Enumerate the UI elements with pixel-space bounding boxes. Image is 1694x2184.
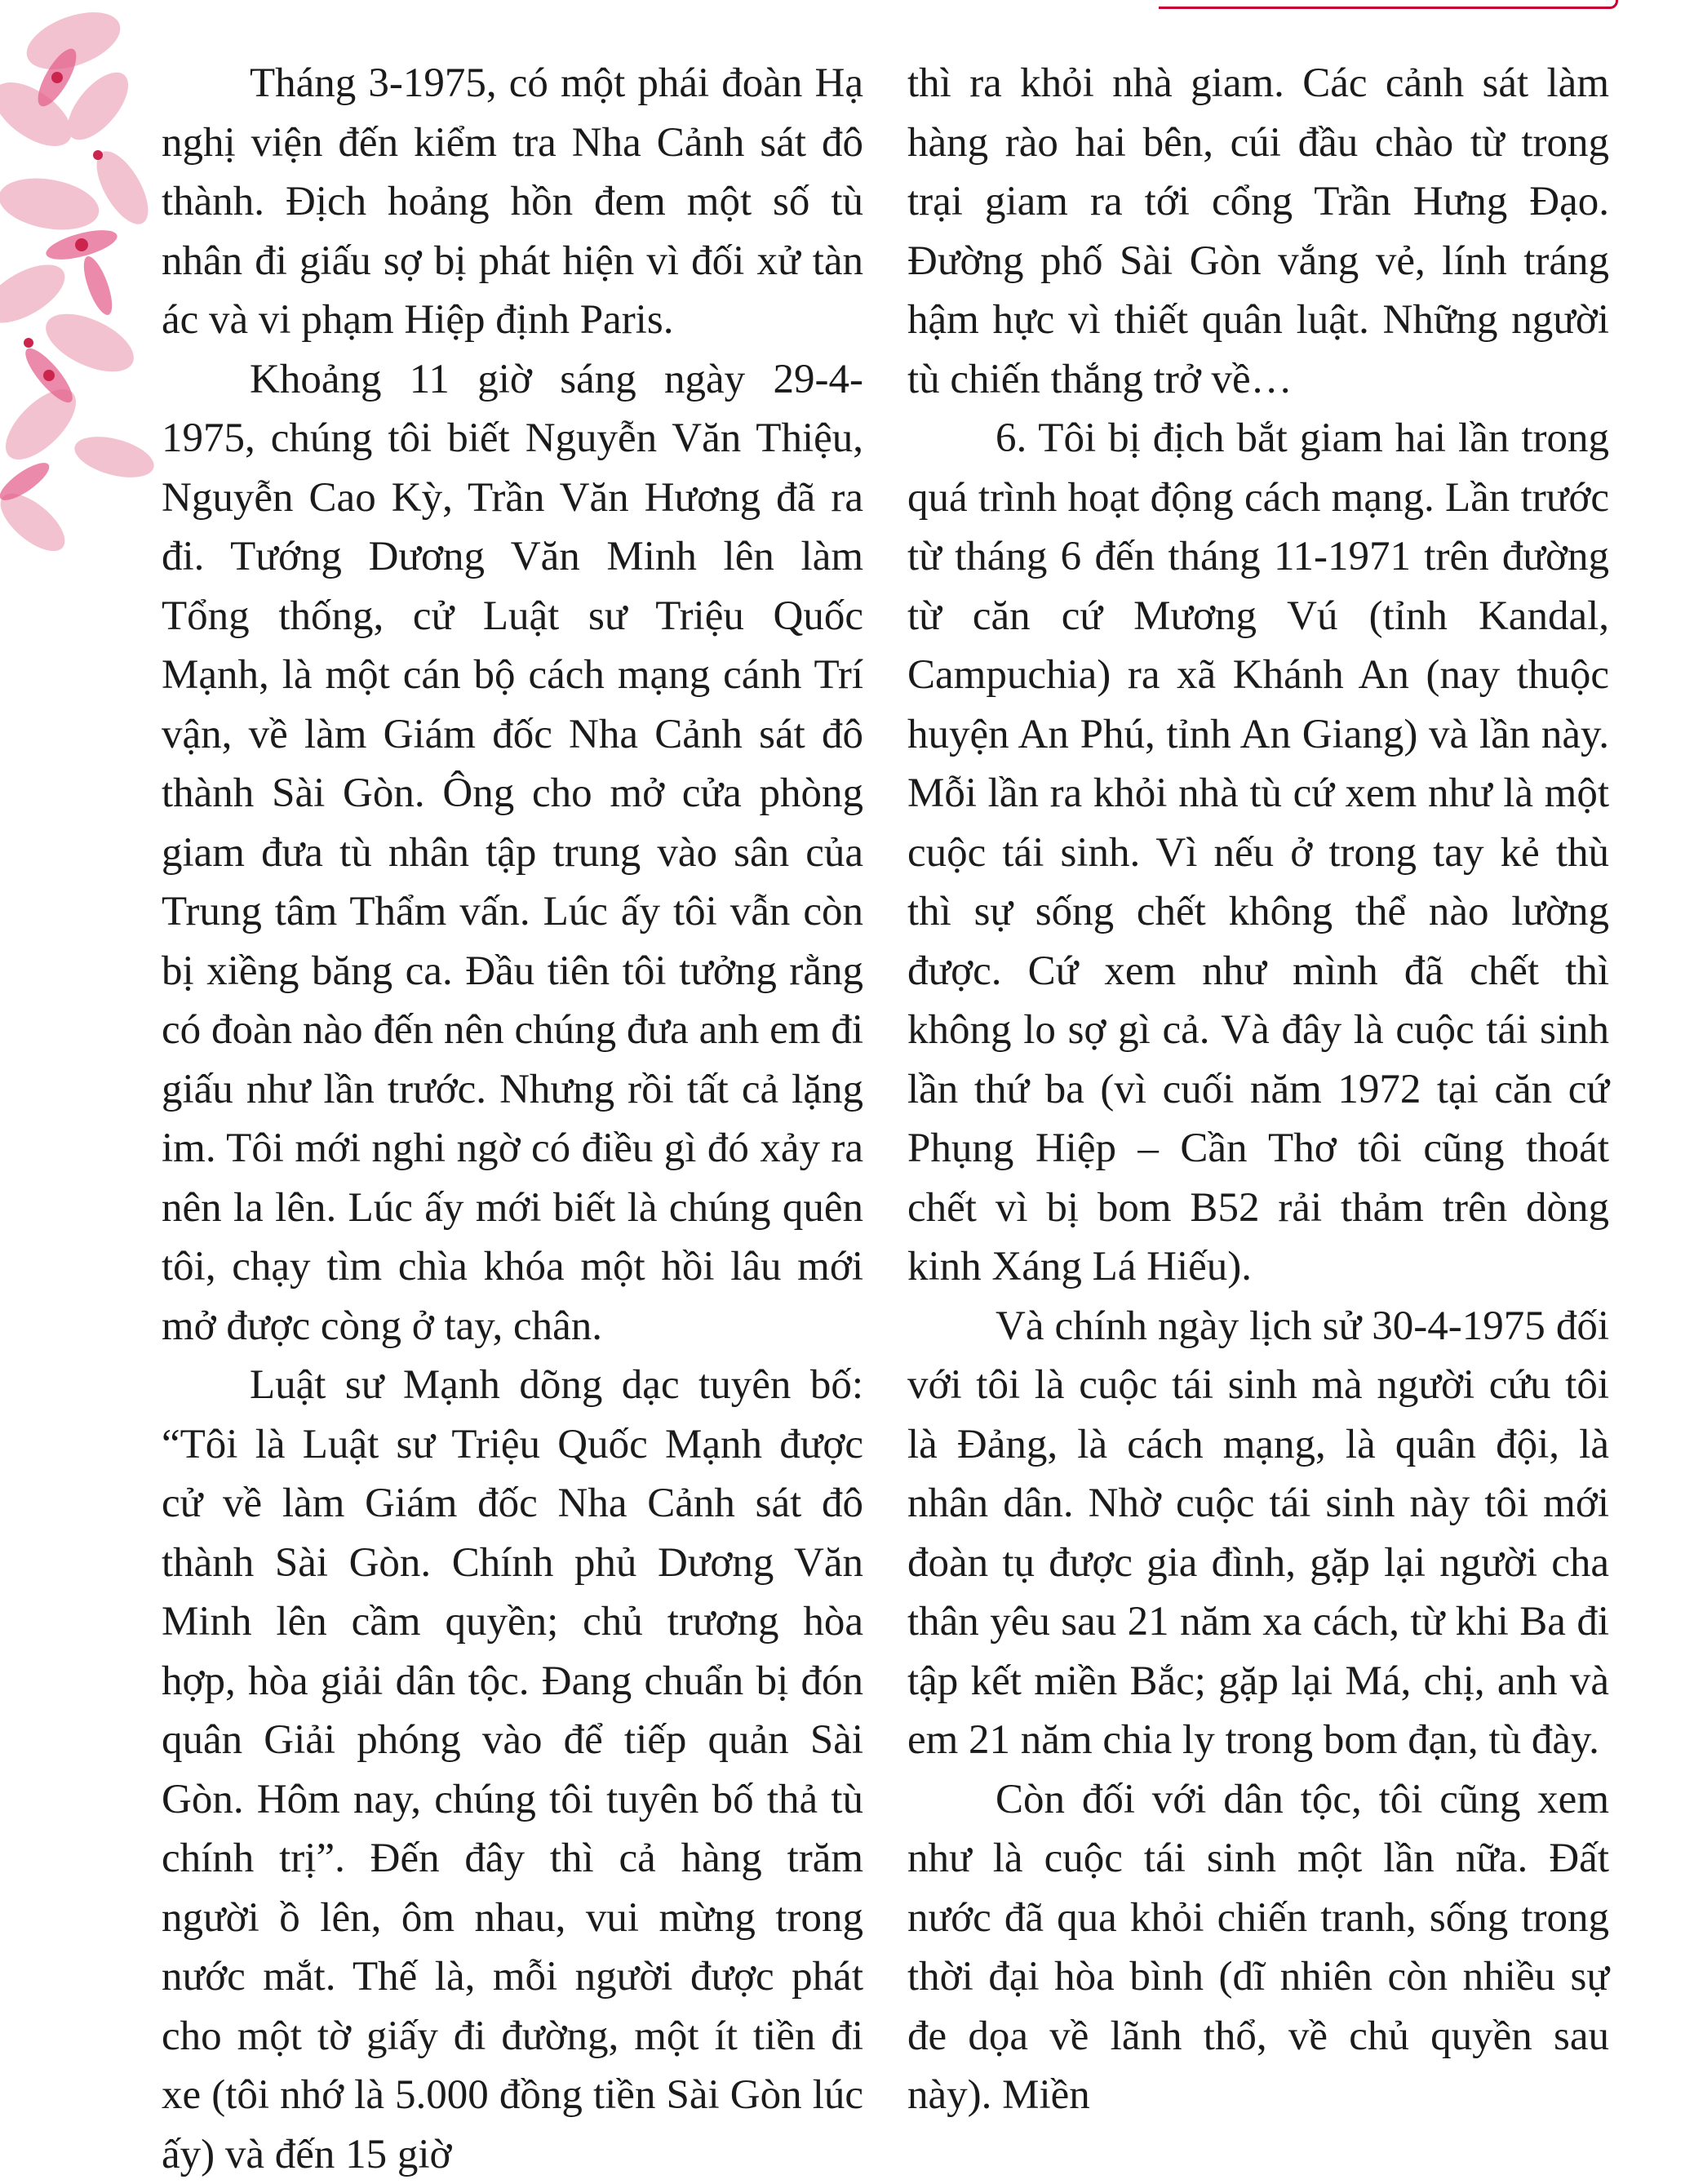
- paragraph: Tháng 3-1975, có một phái đoàn Hạ nghị viện đến kiểm tra Nha Cảnh sát đô thành. Địch hoảng hồn đem một số tù nhân đi giấu sợ bị phát hiện vì đối xử tàn ác và vi phạm Hiệp định Paris.: [162, 60, 863, 343]
- right-column: [907, 54, 1609, 2125]
- paragraph: Còn đối với dân tộc, tôi cũng xem như là cuộc tái sinh một lần nữa. Đất nước đã qua khỏi chiến tranh, sống trong thời đại hòa bình (dĩ nhiên còn nhiều sự đe dọa về lãnh thổ, về chủ quyền sau này). Miền: [907, 1776, 1609, 2118]
- left-column: [162, 54, 863, 2184]
- paragraph: Và chính ngày lịch sử 30-4-1975 đối với tôi là cuộc tái sinh mà người cứu tôi là Đảng, là cách mạng, là quân đội, là nhân dân. Nhờ cuộc tái sinh này tôi mới đoàn tụ được gia đình, gặp lại người cha thân yêu sau 21 năm xa cách, từ khi Ba đi tập kết miền Bắc; gặp lại Má, chị, anh và em 21 năm chia ly trong bom đạn, tù đày.: [907, 1303, 1609, 1763]
- paragraph: 6. Tôi bị địch bắt giam hai lần trong quá trình hoạt động cách mạng. Lần trước từ tháng 6 đến tháng 11-1971 trên đường từ căn cứ Mương Vú (tỉnh Kandal, Campuchia) ra xã Khánh An (nay thuộc huyện An Phú, tỉnh An Giang) và lần này. Mỗi lần ra khỏi nhà tù cứ xem như là một cuộc tái sinh. Vì nếu ở trong tay kẻ thù thì sự sống chết không thể nào lường được. Cứ xem như mình đã chết thì không lo sợ gì cả. Và đây là cuộc tái sinh lần thứ ba (vì cuối năm 1972 tại căn cứ Phụng Hiệp – Cần Thơ tôi cũng thoát chết vì bị bom B52 rải thảm trên dòng kinh Xáng Lá Hiếu).: [907, 415, 1609, 1290]
- paragraph-continued: thì ra khỏi nhà giam. Các cảnh sát làm hàng rào hai bên, cúi đầu chào từ trong trại giam ra tới cổng Trần Hưng Đạo. Đường phố Sài Gòn vắng vẻ, lính tráng hậm hực vì thiết quân luật. Những người tù chiến thắng trở về…: [907, 60, 1609, 402]
- paragraph: Luật sư Mạnh dõng dạc tuyên bố: “Tôi là Luật sư Triệu Quốc Mạnh được cử về làm Giám đốc Nha Cảnh sát đô thành Sài Gòn. Chính phủ Dương Văn Minh lên cầm quyền; chủ trương hòa hợp, hòa giải dân tộc. Đang chuẩn bị đón quân Giải phóng vào để tiếp quản Sài Gòn. Hôm nay, chúng tôi tuyên bố thả tù chính trị”. Đến đây thì cả hàng trăm người ồ lên, ôm nhau, vui mừng trong nước mắt. Thế là, mỗi người được phát cho một tờ giấy đi đường, một ít tiền đi xe (tôi nhớ là 5.000 đồng tiền Sài Gòn lúc ấy) và đến 15 giờ: [162, 1362, 863, 2177]
- top-decorative-rule: [1159, 0, 1618, 9]
- paragraph: Khoảng 11 giờ sáng ngày 29-4-1975, chúng tôi biết Nguyễn Văn Thiệu, Nguyễn Cao Kỳ, Trần Văn Hương đã ra đi. Tướng Dương Văn Minh lên làm Tổng thống, cử Luật sư Triệu Quốc Mạnh, là một cán bộ cách mạng cánh Trí vận, về làm Giám đốc Nha Cảnh sát đô thành Sài Gòn. Ông cho mở cửa phòng giam đưa tù nhân tập trung vào sân của Trung tâm Thẩm vấn. Lúc ấy tôi vẫn còn bị xiềng băng ca. Đầu tiên tôi tưởng rằng có đoàn nào đến nên chúng đưa anh em đi giấu như lần trước. Nhưng rồi tất cả lặng im. Tôi mới nghi ngờ có điều gì đó xảy ra nên la lên. Lúc ấy mới biết là chúng quên tôi, chạy tìm chìa khóa một hồi lâu mới mở được còng ở tay, chân.: [162, 356, 863, 1349]
